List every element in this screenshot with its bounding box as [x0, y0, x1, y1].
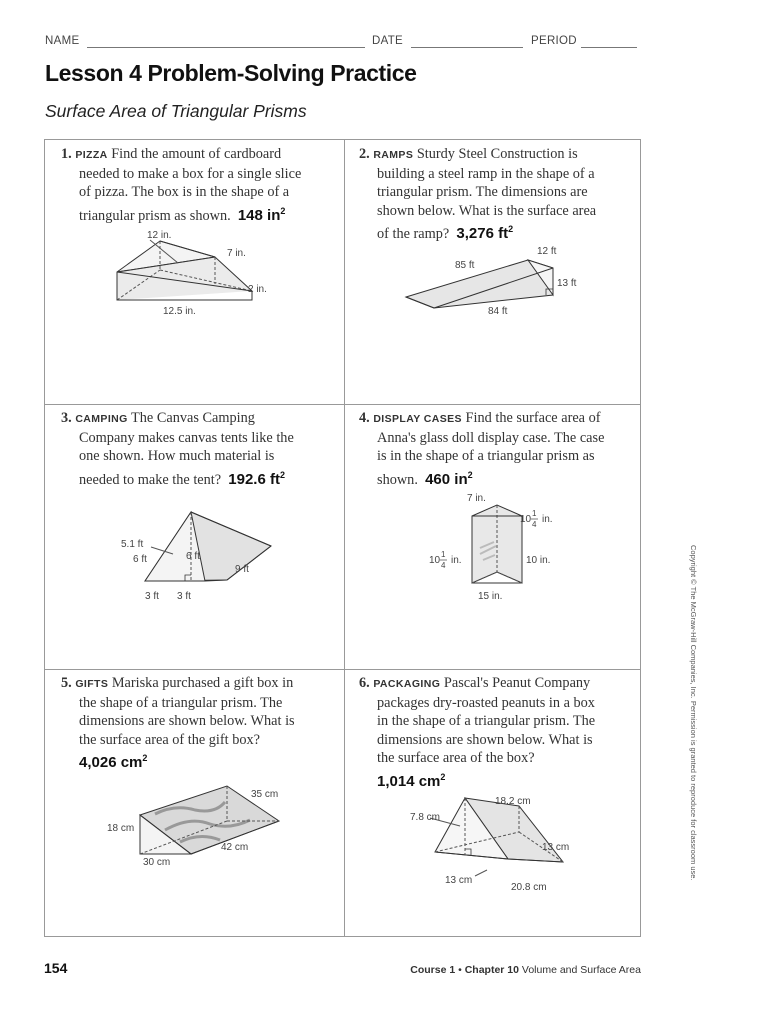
figure-label: in.	[542, 514, 553, 525]
problem-number: 5.	[61, 675, 72, 691]
figure-label: 20.8 cm	[511, 882, 547, 893]
tent-figure	[115, 492, 295, 604]
figure-label: 6 ft	[186, 551, 200, 562]
figure-label: 3 ft	[177, 591, 191, 602]
problem-2: 2. RAMPS Sturdy Steel Construction is building a steel ramp in the shape of a triangular prism. The dimensions are shown below. What is the surface area of the ramp? 3,276 $ft^2$	[359, 146, 597, 243]
period-label: PERIOD	[531, 35, 577, 47]
date-label: DATE	[372, 35, 404, 47]
figure-label: 7 in.	[227, 248, 246, 259]
answer: 3,276 $ft^2$	[456, 224, 514, 243]
grid-divider-row-2	[44, 669, 641, 670]
figure-label: 12 ft	[537, 246, 557, 257]
page-subtitle: Surface Area of Triangular Prisms	[45, 101, 307, 121]
figure-label: 18 cm	[107, 823, 135, 834]
problem-topic: CAMPING	[75, 413, 128, 425]
problem-topic: DISPLAY CASES	[373, 413, 462, 425]
problem-number: 3.	[61, 410, 72, 426]
problem-4: 4. DISPLAY CASES Find the surface area of Anna's glass doll display case. The case is in the shape of a triangular prism as shown. 460 $in^2$	[359, 410, 605, 488]
figure-label: 3 ft	[145, 591, 159, 602]
figure-label: 7 in.	[467, 493, 486, 504]
problem-topic: PIZZA	[75, 149, 108, 161]
figure-label: 7.8 cm	[410, 812, 441, 823]
figure-label: 12.5 in.	[163, 306, 196, 317]
problem-topic: PACKAGING	[373, 678, 441, 690]
figure-label: 2 in.	[248, 284, 267, 295]
course-footer: Course 1 • Chapter 10 Volume and Surface Area	[410, 964, 641, 976]
figure-label: 18.2 cm	[495, 796, 531, 807]
problem-3: 3. CAMPING The Canvas Camping Company makes canvas tents like the one shown. How much material is needed to make the tent? 192.6 $ft^2$	[61, 410, 294, 488]
problem-topic: RAMPS	[373, 149, 414, 161]
problem-topic: GIFTS	[75, 678, 109, 690]
name-blank[interactable]	[87, 47, 365, 48]
answer: 1,014 $cm^2$	[377, 771, 446, 790]
gift-box-figure	[105, 780, 305, 872]
answer: 4,026 $cm^2$	[79, 753, 148, 772]
figure-label: 1	[532, 509, 537, 518]
date-blank[interactable]	[411, 47, 523, 48]
figure-label: 85 ft	[455, 260, 475, 271]
figure-label: 42 cm	[221, 842, 249, 853]
problem-number: 4.	[359, 410, 370, 426]
period-blank[interactable]	[581, 47, 637, 48]
answer: 148 $in^2$	[237, 205, 286, 224]
page-title: Lesson 4 Problem-Solving Practice	[45, 60, 417, 86]
pizza-box-figure	[110, 228, 300, 323]
figure-label: 84 ft	[488, 306, 508, 317]
answer: 192.6 $ft^2$	[228, 469, 285, 488]
answer: 460 $in^2$	[425, 469, 473, 488]
figure-label: in.	[451, 555, 462, 566]
page-number: 154	[44, 960, 68, 976]
copyright-notice: Copyright © The McGraw-Hill Companies, Inc. Permission is granted to reproduce for classroom use.	[689, 545, 698, 881]
figure-label: 4	[532, 520, 537, 529]
display-case-figure	[425, 488, 575, 606]
problem-number: 1.	[61, 146, 72, 162]
peanut-box-figure	[405, 788, 590, 894]
problem-6: 6. PACKAGING Pascal's Peanut Company packages dry-roasted peanuts in a box in the shape of a triangular prism. The dimensions are shown below. What is the surface area of the box? 1,014 $cm^2$	[359, 675, 596, 790]
figure-label: 6 ft	[133, 554, 147, 565]
figure-label: 13 cm	[445, 875, 473, 886]
name-label: NAME	[45, 35, 80, 47]
figure-label: 9 ft	[235, 564, 249, 575]
figure-label: 10	[429, 555, 441, 566]
figure-label: 12 in.	[147, 230, 172, 241]
problem-5: 5. GIFTS Mariska purchased a gift box in the shape of a triangular prism. The dimensions are shown below. What is the surface area of the gift box? 4,026 $cm^2$	[61, 675, 295, 772]
figure-label: 15 in.	[478, 591, 503, 602]
figure-label: 5.1 ft	[121, 539, 144, 550]
figure-label: 10 in.	[526, 555, 551, 566]
figure-label: 35 cm	[251, 789, 279, 800]
figure-label: 1	[441, 550, 446, 559]
figure-label: 4	[441, 561, 446, 570]
problem-number: 2.	[359, 146, 370, 162]
figure-label: 10	[520, 514, 532, 525]
problem-1: 1. PIZZA Find the amount of cardboard needed to make a box for a single slice of pizza. The box is in the shape of a triangular prism as shown. 148 $in^2$	[61, 146, 302, 224]
grid-divider-row-1	[44, 404, 641, 405]
ramp-figure	[400, 240, 585, 320]
problem-number: 6.	[359, 675, 370, 691]
figure-label: 30 cm	[143, 857, 171, 868]
figure-label: 13 cm	[542, 842, 570, 853]
grid-divider-vertical	[344, 139, 345, 937]
figure-label: 13 ft	[557, 278, 577, 289]
